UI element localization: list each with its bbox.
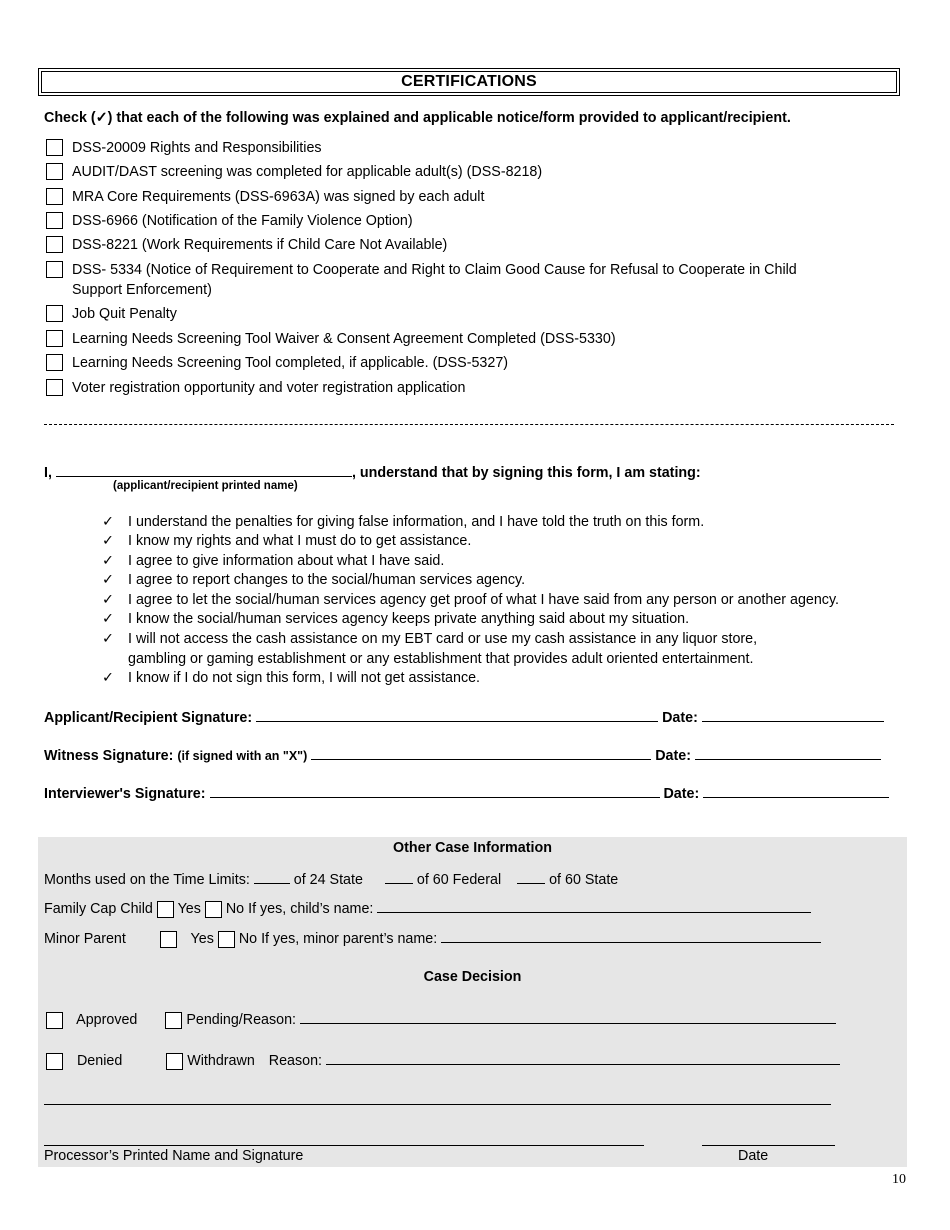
processor-label: Processor’s Printed Name and Signature <box>44 1148 304 1164</box>
extra-reason-line[interactable] <box>44 1104 831 1105</box>
interviewer-signature-label: Interviewer's Signature: <box>44 786 206 802</box>
checklist-label: DSS-8221 (Work Requirements if Child Care Not Available) <box>72 237 448 253</box>
statement-text: I understand the penalties for giving false information, and I have told the truth on this form. <box>128 514 705 530</box>
minor-parent-name-field[interactable] <box>441 928 821 943</box>
checkmark-icon: ✓ <box>102 514 114 530</box>
withdrawn-label: Withdrawn <box>187 1053 255 1069</box>
time-limits-row <box>44 869 618 888</box>
family-cap-yes-checkbox[interactable] <box>157 901 174 918</box>
state-24-field[interactable] <box>254 869 290 884</box>
checklist-item <box>46 138 322 158</box>
processor-signature-line[interactable] <box>44 1145 644 1146</box>
checkbox[interactable] <box>46 354 63 371</box>
statement-item <box>102 590 839 610</box>
interviewer-signature-field[interactable] <box>210 783 660 798</box>
checklist-item <box>46 329 616 349</box>
no-child-label: No If yes, child’s name: <box>225 901 374 917</box>
approved-label: Approved <box>76 1012 138 1028</box>
checklist-item <box>46 211 413 231</box>
witness-signature-row <box>44 745 894 764</box>
family-cap-row <box>44 898 811 918</box>
yes-label: Yes <box>177 901 201 917</box>
checklist-item <box>46 162 542 182</box>
checklist-label: Job Quit Penalty <box>72 306 177 322</box>
checklist-label: MRA Core Requirements (DSS-6963A) was signed by each adult <box>72 189 485 205</box>
checklist-item <box>46 260 846 300</box>
statement-item <box>102 531 471 551</box>
time-limits-label: Months used on the Time Limits: <box>44 872 250 888</box>
checklist-label: Voter registration opportunity and voter registration application <box>72 380 466 396</box>
of-60-federal-label: of 60 Federal <box>416 872 502 888</box>
statement-item <box>102 629 762 669</box>
other-case-panel <box>38 837 907 1167</box>
checklist-item <box>46 187 484 207</box>
checklist-label: AUDIT/DAST screening was completed for applicable adult(s) (DSS-8218) <box>72 164 543 180</box>
checkbox[interactable] <box>46 236 63 253</box>
withdrawn-reason-field[interactable] <box>326 1050 840 1065</box>
date-label: Date: <box>663 786 700 802</box>
page-title: CERTIFICATIONS <box>401 73 537 90</box>
checklist-label: Learning Needs Screening Tool Waiver & Consent Agreement Completed (DSS-5330) <box>72 331 616 347</box>
applicant-signature-field[interactable] <box>256 707 658 722</box>
minor-parent-row <box>44 928 821 948</box>
reason-label: Reason: <box>268 1053 323 1069</box>
witness-note: (if signed with an "X") <box>177 749 308 763</box>
statement-text: I know the social/human services agency keeps private anything said about my situation. <box>128 611 690 627</box>
checkbox[interactable] <box>46 305 63 322</box>
processor-date-label: Date <box>738 1148 769 1164</box>
statement-line <box>44 462 701 481</box>
other-case-title: Other Case Information <box>393 840 552 856</box>
denied-row <box>46 1050 840 1070</box>
checklist-label: Learning Needs Screening Tool completed, if applicable. (DSS-5327) <box>72 355 509 371</box>
checkbox[interactable] <box>46 212 63 229</box>
family-cap-no-checkbox[interactable] <box>205 901 222 918</box>
statement-item <box>102 668 480 688</box>
instruction-text: Check (✓) that each of the following was explained and applicable notice/form provided to applicant/recipient. <box>44 110 791 126</box>
statement-text: I know if I do not sign this form, I will not get assistance. <box>128 670 481 686</box>
checkmark-icon: ✓ <box>102 592 114 608</box>
pending-label: Pending/Reason: <box>186 1012 297 1028</box>
checklist-label: DSS-6966 (Notification of the Family Violence Option) <box>72 213 413 229</box>
interviewer-signature-row <box>44 783 894 802</box>
certifications-header <box>38 68 900 96</box>
printed-name-field[interactable] <box>56 462 352 477</box>
denied-checkbox[interactable] <box>46 1053 63 1070</box>
statement-text: I know my rights and what I must do to get assistance. <box>128 533 472 549</box>
statement-prefix: I, <box>44 465 52 481</box>
denied-label: Denied <box>76 1053 123 1069</box>
checklist-item <box>46 304 177 324</box>
checkmark-icon: ✓ <box>102 553 114 569</box>
minor-parent-checkbox[interactable] <box>160 931 177 948</box>
checkmark-icon: ✓ <box>102 572 114 588</box>
state-60-field[interactable] <box>517 869 545 884</box>
checklist-label: DSS- 5334 (Notice of Requirement to Cooperate and Right to Claim Good Cause for Refusal to Cooperate in Child Support Enforcement) <box>72 262 797 298</box>
checklist-item <box>46 378 465 398</box>
applicant-signature-label: Applicant/Recipient Signature: <box>44 710 253 726</box>
checkbox[interactable] <box>46 330 63 347</box>
approved-checkbox[interactable] <box>46 1012 63 1029</box>
of-24-state-label: of 24 State <box>293 872 363 888</box>
checkbox[interactable] <box>46 188 63 205</box>
witness-date-field[interactable] <box>695 745 881 760</box>
yes-label: Yes <box>190 931 214 947</box>
statement-item <box>102 551 444 571</box>
checkbox[interactable] <box>46 163 63 180</box>
checkmark-icon: ✓ <box>102 533 114 549</box>
of-60-state-label: of 60 State <box>549 872 619 888</box>
printed-name-label: (applicant/recipient printed name) <box>113 480 298 492</box>
applicant-date-field[interactable] <box>702 707 884 722</box>
checklist-item <box>46 235 447 255</box>
pending-checkbox[interactable] <box>165 1012 182 1029</box>
statement-text: I will not access the cash assistance on my EBT card or use my cash assistance in any liquor store, gambling or gaming establishment or any establishment that provides adult oriented entertainment. <box>128 631 758 667</box>
checkbox[interactable] <box>46 379 63 396</box>
processor-date-line[interactable] <box>702 1145 835 1146</box>
federal-60-field[interactable] <box>385 869 413 884</box>
checkmark-icon: ✓ <box>102 611 114 627</box>
page-number: 10 <box>892 1172 906 1187</box>
minor-parent-no-checkbox[interactable] <box>218 931 235 948</box>
checklist-label: DSS-20009 Rights and Responsibilities <box>72 140 322 156</box>
interviewer-date-field[interactable] <box>703 783 889 798</box>
child-name-field[interactable] <box>377 898 811 913</box>
dashed-divider <box>44 424 894 425</box>
checkmark-icon: ✓ <box>102 631 114 647</box>
withdrawn-checkbox[interactable] <box>166 1053 183 1070</box>
checkbox[interactable] <box>46 261 63 278</box>
witness-signature-label: Witness Signature: <box>44 748 174 764</box>
family-cap-label: Family Cap Child <box>44 901 153 917</box>
case-decision-title: Case Decision <box>423 969 522 985</box>
date-label: Date: <box>655 748 691 764</box>
minor-parent-label: Minor Parent <box>44 931 126 947</box>
no-minor-label: No If yes, minor parent’s name: <box>238 931 438 947</box>
statement-item <box>102 609 689 629</box>
statement-text: I agree to report changes to the social/human services agency. <box>128 572 526 588</box>
statement-item <box>102 512 704 532</box>
checkmark-icon: ✓ <box>102 670 114 686</box>
checklist-item <box>46 353 508 373</box>
applicant-signature-row <box>44 707 894 726</box>
statement-text: I agree to let the social/human services agency get proof of what I have said from any person or another agency. <box>128 592 840 608</box>
statement-text: I agree to give information about what I have said. <box>128 553 445 569</box>
date-label: Date: <box>662 710 698 726</box>
checkbox[interactable] <box>46 139 63 156</box>
approved-row <box>46 1009 836 1029</box>
statement-item <box>102 570 525 590</box>
pending-reason-field[interactable] <box>300 1009 836 1024</box>
statement-suffix: , understand that by signing this form, I am stating: <box>351 465 701 481</box>
witness-signature-field[interactable] <box>311 745 651 760</box>
